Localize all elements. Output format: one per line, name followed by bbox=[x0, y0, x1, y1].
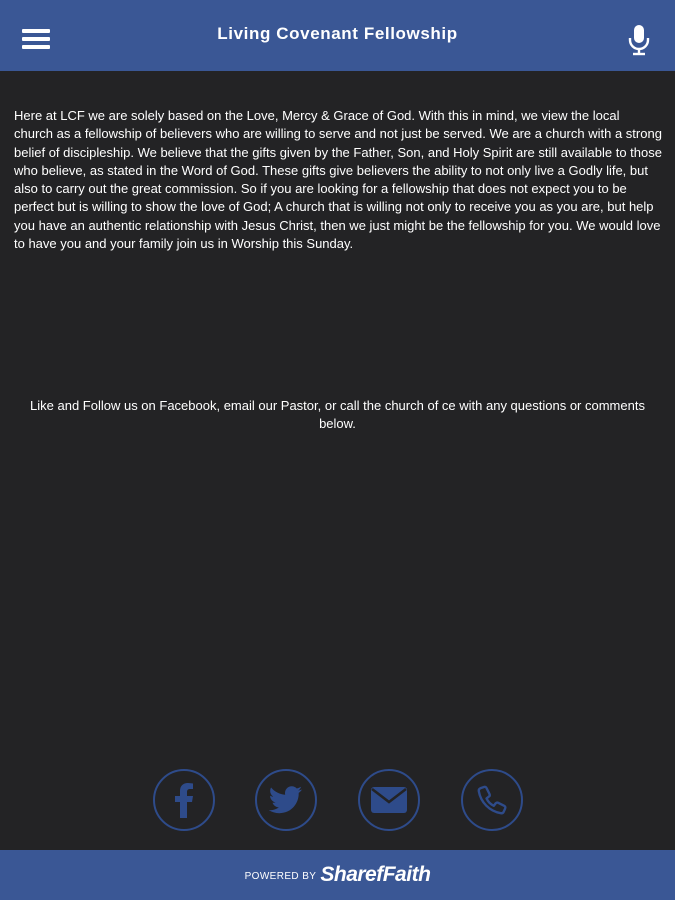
twitter-button[interactable] bbox=[255, 769, 317, 831]
intro-paragraph: Here at LCF we are solely based on the Love, Mercy & Grace of God. With this in mind, we view the local church as a fellowship of believers who are willing to serve and not just be served. We are a church with a strong belief of discipleship. We believe that the gifts given by the Father, Son, and Holy Spirit are still available to those who believe, as stated in the Word of God. These gifts give believers the ability to not only live a Godly life, but also to carry out the great commission. So if you are looking for a fellowship that does not expect you to be perfect but is willing to show the love of God; A church that is willing not only to receive you as you are, but help you have an authentic relationship with Jesus Christ, then we just might be the fellowship for you. We would love to have you and your family join us in Worship this Sunday. bbox=[14, 108, 662, 252]
powered-by-badge[interactable] bbox=[245, 863, 431, 887]
microphone-icon[interactable] bbox=[627, 24, 651, 56]
facebook-button[interactable] bbox=[153, 769, 215, 831]
social-links bbox=[0, 769, 675, 831]
email-button[interactable] bbox=[358, 769, 420, 831]
phone-button[interactable] bbox=[461, 769, 523, 831]
contact-note: Like and Follow us on Facebook, email our Pastor, or call the church of ce with any questions or comments below. bbox=[30, 398, 645, 432]
facebook-icon bbox=[172, 782, 196, 818]
email-icon bbox=[370, 786, 408, 814]
powered-by-label: POWERED BY bbox=[244, 871, 317, 882]
app-header bbox=[0, 0, 675, 71]
sharefaith-logo: SharefFaith bbox=[320, 863, 431, 886]
app-footer bbox=[0, 850, 675, 900]
page-title: Living Covenant Fellowship bbox=[217, 23, 458, 43]
hamburger-menu-icon[interactable] bbox=[22, 29, 52, 53]
phone-icon bbox=[477, 785, 507, 815]
twitter-icon bbox=[269, 786, 303, 814]
